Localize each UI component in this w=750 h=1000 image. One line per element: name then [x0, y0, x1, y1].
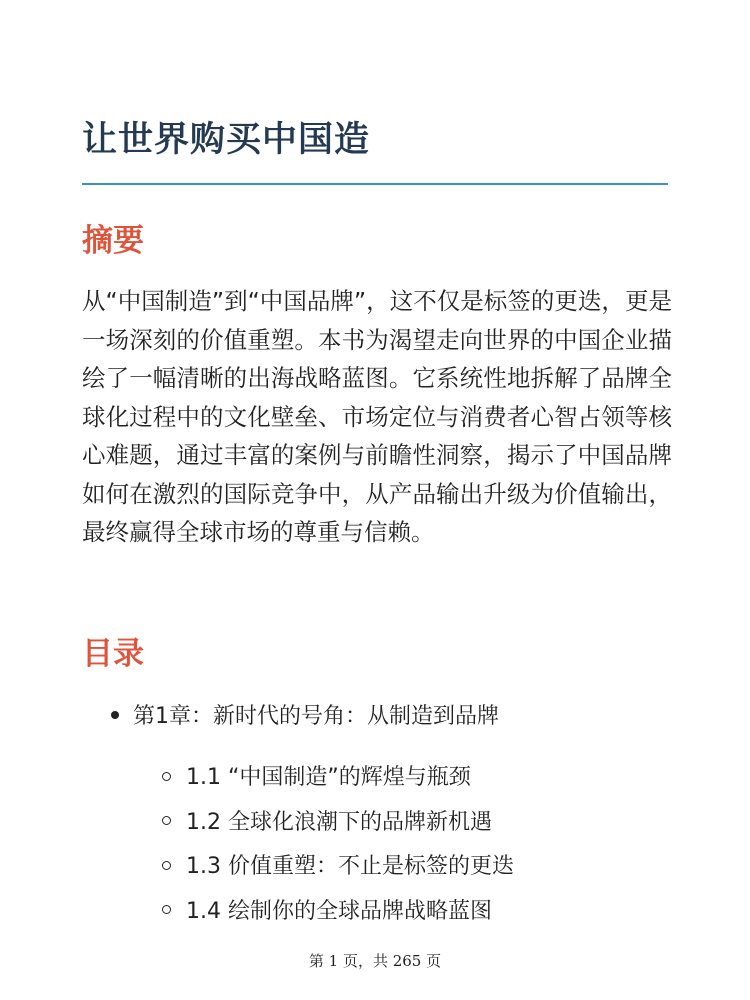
- title-divider: [82, 183, 668, 185]
- abstract-text: 从“中国制造”到“中国品牌”，这不仅是标签的更迭，更是一场深刻的价值重塑。本书为渴望走向世界的中国企业描绘了一幅清晰的出海战略蓝图。它系统性地拆解了品牌全球化过程中的文化壁垒、市场定位与消费者心智占领等核心难题，通过丰富的案例与前瞻性洞察，揭示了中国品牌如何在激烈的国际竞争中，从产品输出升级为价值输出，最终赢得全球市场的尊重与信赖。: [82, 287, 672, 546]
- hollow-bullet-icon: [162, 816, 171, 825]
- abstract-heading: 摘要: [82, 223, 144, 259]
- chapter-title: 第1章：新时代的号角：从制造到品牌: [133, 704, 499, 729]
- document-title: 让世界购买中国造: [82, 120, 371, 160]
- section-title: 1.2 全球化浪潮下的品牌新机遇: [186, 809, 492, 835]
- section-title: 1.4 绘制你的全球品牌战略蓝图: [186, 898, 492, 924]
- toc-heading: 目录: [82, 636, 144, 672]
- bullet-icon: [111, 711, 119, 719]
- toc-section-1-4: [162, 890, 514, 935]
- hollow-bullet-icon: [162, 861, 171, 870]
- hollow-bullet-icon: [162, 772, 171, 781]
- hollow-bullet-icon: [162, 905, 171, 914]
- toc-section-1-3: [162, 845, 514, 890]
- section-title: 1.1 “中国制造”的辉煌与瓶颈: [186, 765, 471, 790]
- toc-subsections: [162, 756, 514, 934]
- page-number-footer: 第 1 页，共 265 页: [308, 952, 442, 970]
- toc-section-1-1: [162, 756, 514, 801]
- toc-section-1-2: [162, 801, 514, 846]
- section-title: 1.3 价值重塑：不止是标签的更迭: [186, 854, 514, 879]
- toc-chapter-1: [111, 698, 499, 736]
